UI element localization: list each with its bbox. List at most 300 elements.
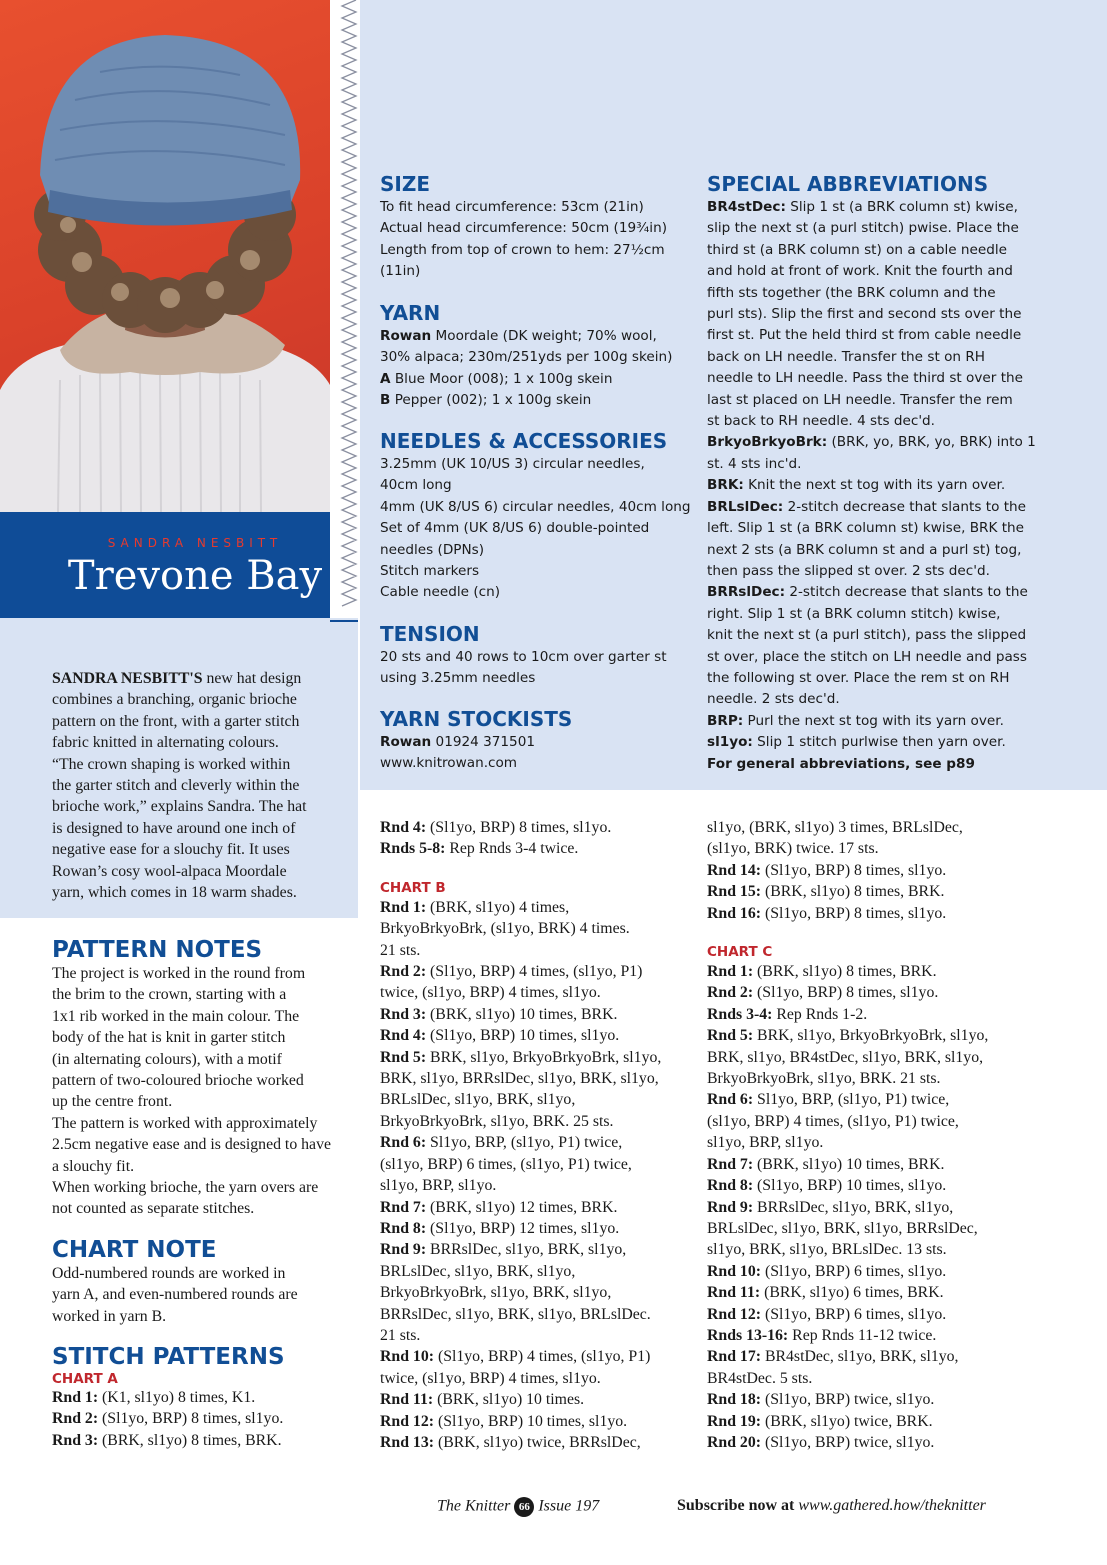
round-line bbox=[380, 918, 700, 939]
round-line-text: BRK, sl1yo, BR4stDec, sl1yo, BRK, sl1yo, bbox=[707, 1048, 984, 1066]
round-label: Rnd 11: bbox=[380, 1391, 434, 1409]
abbrev-line-text: last st placed on LH needle. Transfer the rem bbox=[707, 391, 1013, 408]
chart-a-continued bbox=[380, 817, 700, 860]
round-line bbox=[52, 1430, 357, 1451]
round-line bbox=[707, 982, 1102, 1003]
needles-line: 3.25mm (UK 10/US 3) circular needles, bbox=[380, 456, 645, 472]
round-label: Rnd 13: bbox=[380, 1433, 434, 1451]
abbrev-line-text: fifth sts together (the BRK column and the bbox=[707, 284, 996, 301]
round-line bbox=[707, 1432, 1102, 1453]
round-line-text: (Sl1yo, BRP) twice, sl1yo. bbox=[761, 1433, 935, 1451]
round-line bbox=[380, 1218, 700, 1239]
abbrev-line bbox=[707, 518, 1102, 539]
chart-a-heading: CHART A bbox=[52, 1371, 118, 1387]
round-label: Rnd 11: bbox=[707, 1284, 761, 1302]
round-line bbox=[380, 817, 700, 838]
intro-line bbox=[52, 796, 352, 817]
round-label: Rnd 17: bbox=[707, 1348, 761, 1366]
page-number: 66 bbox=[514, 1497, 534, 1517]
intro-line bbox=[52, 754, 352, 775]
round-label: Rnd 2: bbox=[52, 1410, 99, 1428]
round-line-text: (BRK, sl1yo) 12 times, BRK. bbox=[426, 1198, 618, 1216]
yarn-line bbox=[380, 326, 700, 347]
yarn-a-text: Blue Moor (008); 1 x 100g skein bbox=[390, 370, 613, 387]
pattern-notes-lines bbox=[52, 963, 357, 1220]
round-line bbox=[380, 1282, 700, 1303]
model-photo bbox=[0, 0, 330, 512]
round-line bbox=[707, 1047, 1102, 1068]
round-line bbox=[52, 1387, 357, 1408]
round-line bbox=[707, 838, 1102, 859]
chart-b-heading: CHART B bbox=[380, 879, 446, 896]
round-line-text: (Sl1yo, BRP) 8 times, sl1yo. bbox=[753, 984, 939, 1002]
round-line-text: (Sl1yo, BRP) twice, sl1yo. bbox=[761, 1391, 935, 1409]
round-line-text: BRK, sl1yo, BrkyoBrkyoBrk, sl1yo, bbox=[753, 1027, 989, 1045]
footer-subscribe bbox=[677, 1497, 986, 1515]
round-line bbox=[380, 1304, 700, 1325]
needles-line: 4mm (UK 8/US 6) circular needles, 40cm long bbox=[380, 498, 691, 515]
subscribe-url[interactable]: www.gathered.how/theknitter bbox=[798, 1497, 986, 1514]
round-line bbox=[380, 1154, 700, 1175]
stitch-patterns-section bbox=[52, 1344, 357, 1451]
stockist-web[interactable]: www.knitrowan.com bbox=[380, 755, 518, 772]
size-line: Actual head circumference: 50cm (19¾in) bbox=[380, 220, 668, 237]
round-line-text: (Sl1yo, BRP) 8 times, sl1yo. bbox=[98, 1410, 284, 1428]
pattern-title: Trevone Bay bbox=[67, 553, 323, 599]
round-line bbox=[380, 1261, 700, 1282]
stockists-heading: YARN STOCKISTS bbox=[380, 707, 573, 731]
round-line bbox=[707, 1239, 1102, 1260]
needles-line: Cable needle (cn) bbox=[380, 584, 501, 601]
round-line bbox=[380, 1325, 700, 1346]
round-line-text: (Sl1yo, BRP) 8 times, sl1yo. bbox=[761, 861, 947, 879]
round-line bbox=[707, 1068, 1102, 1089]
round-line bbox=[707, 1346, 1102, 1367]
abbrev-line-text: Knit the next st tog with its yarn over. bbox=[743, 477, 1006, 494]
pattern-note-line: 2.5cm negative ease and is designed to have bbox=[52, 1136, 331, 1154]
round-line bbox=[707, 860, 1102, 881]
round-label: Rnd 9: bbox=[707, 1198, 754, 1216]
abbrev-line-text: right. Slip 1 st (a BRK column stitch) kwise, bbox=[707, 605, 1001, 622]
round-line-text: 21 sts. bbox=[380, 941, 421, 959]
abbrev-line bbox=[707, 625, 1102, 646]
abbrev-line-text: and hold at front of work. Knit the fourth and bbox=[707, 263, 1013, 280]
round-line-text: sl1yo, BRP, sl1yo. bbox=[707, 1134, 824, 1152]
abbrev-line bbox=[707, 561, 1102, 582]
round-label: Rnd 14: bbox=[707, 861, 761, 879]
yarn-b-text: Pepper (002); 1 x 100g skein bbox=[390, 392, 592, 409]
round-line-text: sl1yo, BRK, sl1yo, BRLslDec. 13 sts. bbox=[707, 1241, 947, 1259]
yarn-a-label: A bbox=[380, 370, 391, 387]
needles-section bbox=[380, 429, 700, 604]
abbrev-line bbox=[707, 325, 1102, 346]
round-line bbox=[380, 1389, 700, 1410]
round-line bbox=[380, 1111, 700, 1132]
round-label: Rnd 16: bbox=[707, 904, 761, 922]
pattern-note-line: (in alternating colours), with a motif bbox=[52, 1050, 282, 1068]
round-line-text: (sl1yo, BRP) 4 times, (sl1yo, P1) twice, bbox=[707, 1112, 959, 1130]
round-line-text: (Sl1yo, BRP) 10 times, sl1yo. bbox=[753, 1177, 947, 1195]
abbrev-line bbox=[707, 304, 1102, 325]
yarn-b-label: B bbox=[380, 392, 391, 409]
needles-line: 40cm long bbox=[380, 477, 452, 494]
round-line bbox=[707, 881, 1102, 902]
round-label: Rnds 3-4: bbox=[707, 1005, 773, 1023]
pattern-note-line: up the centre front. bbox=[52, 1093, 173, 1111]
round-line-text: Rep Rnds 11-12 twice. bbox=[788, 1326, 937, 1344]
round-line bbox=[707, 903, 1102, 924]
intro-line bbox=[52, 775, 352, 796]
chart-note-line: Odd-numbered rounds are worked in bbox=[52, 1265, 286, 1282]
round-line bbox=[707, 1411, 1102, 1432]
abbrev-line-text: knit the next st (a purl stitch), pass the slipped bbox=[707, 627, 1027, 644]
abbrev-line bbox=[707, 283, 1102, 304]
abbrev-line-text: st. 4 sts inc'd. bbox=[707, 455, 802, 472]
abbrev-line bbox=[707, 411, 1102, 432]
pattern-notes-section bbox=[52, 937, 357, 1220]
needles-line: Stitch markers bbox=[380, 563, 480, 580]
zigzag-border bbox=[338, 0, 360, 610]
round-line bbox=[707, 1261, 1102, 1282]
abbrev-line bbox=[707, 347, 1102, 368]
round-line-text: (BRK, sl1yo) 10 times. bbox=[433, 1391, 585, 1409]
abbrev-line-text: Slip 1 stitch purlwise then yarn over. bbox=[752, 734, 1006, 751]
round-line bbox=[707, 1304, 1102, 1325]
abbrev-line-text: left. Slip 1 st (a BRK column st) kwise, BRK the bbox=[707, 520, 1025, 537]
round-label: Rnd 3: bbox=[380, 1005, 427, 1023]
round-line bbox=[380, 961, 700, 982]
round-label: Rnds 5-8: bbox=[380, 840, 446, 858]
round-line-text: BRLslDec, sl1yo, BRK, sl1yo, BRRslDec, bbox=[707, 1219, 978, 1237]
abbrev-line-text: back on LH needle. Transfer the st on RH bbox=[707, 348, 986, 365]
abbrev-term: BRK: bbox=[707, 477, 744, 494]
abbrev-line bbox=[707, 432, 1102, 453]
round-label: Rnd 1: bbox=[707, 963, 754, 981]
round-line-text: (Sl1yo, BRP) 8 times, sl1yo. bbox=[426, 819, 612, 836]
round-line bbox=[707, 1197, 1102, 1218]
round-line bbox=[380, 1411, 700, 1432]
round-label: Rnds 13-16: bbox=[707, 1326, 789, 1344]
round-line bbox=[380, 838, 700, 859]
abbrev-line bbox=[707, 540, 1102, 561]
round-label: Rnd 8: bbox=[380, 1219, 427, 1237]
pattern-notes-heading: PATTERN NOTES bbox=[52, 937, 263, 963]
intro-line-text: new hat design bbox=[202, 670, 302, 687]
round-label: Rnd 8: bbox=[707, 1177, 754, 1195]
abbrev-line-text: slip the next st (a purl stitch) pwise. Place the bbox=[707, 220, 1019, 237]
abbrev-term: BR4stDec: bbox=[707, 199, 786, 215]
subscribe-text: Subscribe now at bbox=[677, 1497, 799, 1514]
abbrev-term: sl1yo: bbox=[707, 734, 753, 751]
size-lines bbox=[380, 197, 700, 283]
banner-rule bbox=[330, 620, 358, 622]
round-label: Rnd 15: bbox=[707, 883, 761, 901]
round-line bbox=[707, 1325, 1102, 1346]
pattern-note-line: The project is worked in the round from bbox=[52, 965, 306, 982]
abbrev-line bbox=[707, 240, 1102, 261]
round-line-text: BRRslDec, sl1yo, BRK, sl1yo, bbox=[426, 1241, 627, 1259]
intro-line-text: brioche work,” explains Sandra. The hat bbox=[52, 798, 307, 816]
round-label: Rnd 10: bbox=[707, 1262, 761, 1280]
size-section bbox=[380, 172, 700, 283]
round-line bbox=[707, 1004, 1102, 1025]
round-line bbox=[380, 1004, 700, 1025]
round-label: Rnd 12: bbox=[380, 1412, 434, 1430]
yarn-desc: Moordale (DK weight; 70% wool, bbox=[431, 328, 657, 344]
abbrev-term: For general abbreviations, see p89 bbox=[707, 755, 975, 772]
abbrev-term: BRP: bbox=[707, 712, 744, 729]
round-line bbox=[380, 1175, 700, 1196]
round-line-text: (Sl1yo, BRP) 12 times, sl1yo. bbox=[426, 1219, 620, 1237]
intro-line bbox=[52, 839, 352, 860]
round-label: Rnd 19: bbox=[707, 1412, 761, 1430]
size-line: To fit head circumference: 53cm (21in) bbox=[380, 199, 644, 215]
intro-line-text: the garter stitch and cleverly within the bbox=[52, 777, 300, 795]
round-line-text: BrkyoBrkyoBrk, sl1yo, BRK. 25 sts. bbox=[380, 1112, 614, 1130]
intro-line bbox=[52, 732, 352, 753]
tension-heading: TENSION bbox=[380, 622, 480, 646]
round-line-text: BR4stDec, sl1yo, BRK, sl1yo, bbox=[761, 1348, 959, 1366]
round-line-text: Rep Rnds 3-4 twice. bbox=[445, 840, 579, 858]
abbrev-line bbox=[707, 604, 1102, 625]
round-line bbox=[707, 1368, 1102, 1389]
needles-lines bbox=[380, 454, 700, 604]
pattern-note-line: a slouchy fit. bbox=[52, 1157, 135, 1175]
abbrev-line bbox=[707, 711, 1102, 732]
round-line-text: (BRK, sl1yo) 6 times, BRK. bbox=[760, 1284, 944, 1302]
intro-line-text: pattern on the front, with a garter stitch bbox=[52, 712, 300, 730]
size-line: Length from top of crown to hem: 27½cm bbox=[380, 241, 665, 258]
abbrev-term: BRRslDec: bbox=[707, 584, 786, 601]
round-label: Rnd 9: bbox=[380, 1241, 427, 1259]
abbrev-line-text: the following st over. Place the rem st on RH bbox=[707, 669, 1010, 686]
round-line bbox=[380, 1132, 700, 1153]
round-line-text: (BRK, sl1yo) twice, BRK. bbox=[761, 1412, 933, 1430]
intro-name: SANDRA NESBITT'S bbox=[52, 670, 203, 687]
round-label: Rnd 4: bbox=[380, 1027, 427, 1045]
pattern-note-line: the brim to the crown, starting with a bbox=[52, 986, 287, 1004]
stockist-phone-number: 01924 371501 bbox=[431, 734, 535, 750]
round-line-text: (Sl1yo, BRP) 10 times, sl1yo. bbox=[434, 1412, 628, 1430]
abbrev-line bbox=[707, 754, 1102, 775]
abbrev-term: BrkyoBrkyoBrk: bbox=[707, 434, 828, 451]
round-line-text: (BRK, sl1yo) 10 times, BRK. bbox=[753, 1155, 945, 1173]
pattern-note-line: The pattern is worked with approximately bbox=[52, 1114, 318, 1132]
round-line-text: BrkyoBrkyoBrk, (sl1yo, BRK) 4 times. bbox=[380, 920, 630, 938]
intro-line bbox=[52, 689, 352, 710]
round-line-text: sl1yo, BRP, sl1yo. bbox=[380, 1177, 497, 1195]
round-line bbox=[707, 1025, 1102, 1046]
intro-line bbox=[52, 711, 352, 732]
round-label: Rnd 10: bbox=[380, 1348, 434, 1366]
needles-line: Set of 4mm (UK 8/US 6) double-pointed bbox=[380, 520, 650, 537]
round-label: Rnd 4: bbox=[380, 819, 427, 836]
chart-b-lines bbox=[380, 897, 700, 1454]
footer-magazine bbox=[437, 1497, 599, 1517]
round-label: Rnd 2: bbox=[380, 963, 427, 981]
needles-line: needles (DPNs) bbox=[380, 541, 485, 558]
round-line-text: Rep Rnds 1-2. bbox=[772, 1005, 868, 1023]
round-line-text: (BRK, sl1yo) 10 times, BRK. bbox=[426, 1005, 618, 1023]
round-line bbox=[707, 817, 1102, 838]
intro-line-text: Rowan’s cosy wool-alpaca Moordale bbox=[52, 862, 287, 880]
round-label: Rnd 1: bbox=[52, 1389, 99, 1406]
round-line bbox=[707, 1111, 1102, 1132]
round-line-text: BrkyoBrkyoBrk, sl1yo, BRK, sl1yo, bbox=[380, 1284, 612, 1302]
abbrev-line bbox=[707, 454, 1102, 475]
chart-note-section bbox=[52, 1237, 357, 1327]
round-line-text: BRK, sl1yo, BrkyoBrkyoBrk, sl1yo, bbox=[426, 1048, 662, 1066]
pattern-note-line: 1x1 rib worked in the main colour. The bbox=[52, 1007, 300, 1025]
round-label: Rnd 7: bbox=[707, 1155, 754, 1173]
round-line-text: (Sl1yo, BRP) 10 times, sl1yo. bbox=[426, 1027, 620, 1045]
chart-note-lines bbox=[52, 1263, 357, 1327]
round-label: Rnd 5: bbox=[380, 1048, 427, 1066]
round-line bbox=[380, 1089, 700, 1110]
pattern-note-line: pattern of two-coloured brioche worked bbox=[52, 1072, 304, 1090]
round-label: Rnd 20: bbox=[707, 1433, 761, 1451]
abbrev-line-text: (BRK, yo, BRK, yo, BRK) into 1 bbox=[827, 434, 1036, 451]
pattern-note-line: not counted as separate stitches. bbox=[52, 1200, 255, 1218]
yarn-line: 30% alpaca; 230m/251yds per 100g skein) bbox=[380, 349, 673, 366]
round-label: Rnd 12: bbox=[707, 1305, 761, 1323]
round-line-text: (sl1yo, BRP) 6 times, (sl1yo, P1) twice, bbox=[380, 1155, 632, 1173]
round-line bbox=[380, 940, 700, 961]
round-line bbox=[380, 1025, 700, 1046]
abbrev-line bbox=[707, 368, 1102, 389]
abbrev-line-text: third st (a BRK column st) on a cable needle bbox=[707, 241, 1008, 258]
tension-section bbox=[380, 622, 700, 690]
chart-note-heading: CHART NOTE bbox=[52, 1237, 217, 1263]
abbrev-line-text: needle. 2 sts dec'd. bbox=[707, 691, 840, 708]
round-line-text: 21 sts. bbox=[380, 1326, 421, 1344]
round-line bbox=[380, 1368, 700, 1389]
intro-line bbox=[52, 668, 352, 689]
round-line bbox=[380, 1432, 700, 1453]
abbrev-line bbox=[707, 582, 1102, 603]
round-line-text: Sl1yo, BRP, (sl1yo, P1) twice, bbox=[426, 1134, 623, 1152]
yarn-line bbox=[380, 390, 700, 411]
round-line-text: (Sl1yo, BRP) 6 times, sl1yo. bbox=[761, 1262, 947, 1280]
abbrev-line-text: first st. Put the held third st from cable needle bbox=[707, 327, 1022, 344]
abbrev-line-text: st over, place the stitch on LH needle and pass bbox=[707, 648, 1027, 665]
chart-note-line: worked in yarn B. bbox=[52, 1307, 167, 1325]
round-line-text: (Sl1yo, BRP) 4 times, (sl1yo, P1) bbox=[426, 963, 643, 981]
round-line-text: twice, (sl1yo, BRP) 4 times, sl1yo. bbox=[380, 1369, 601, 1387]
intro-line bbox=[52, 861, 352, 882]
abbrev-line bbox=[707, 497, 1102, 518]
abbrev-line-text: 2-stitch decrease that slants to the bbox=[785, 584, 1028, 601]
round-line-text: (BRK, sl1yo) 8 times, BRK. bbox=[753, 963, 937, 981]
round-line bbox=[707, 1132, 1102, 1153]
round-line bbox=[380, 1197, 700, 1218]
abbrev-line-text: purl sts). Slip the first and second sts over the bbox=[707, 306, 1022, 323]
tension-line: 20 sts and 40 rows to 10cm over garter st bbox=[380, 649, 667, 665]
round-line-text: twice, (sl1yo, BRP) 4 times, sl1yo. bbox=[380, 984, 601, 1002]
needles-heading: NEEDLES & ACCESSORIES bbox=[380, 429, 668, 453]
round-line bbox=[707, 1389, 1102, 1410]
round-line bbox=[707, 1282, 1102, 1303]
abbrev-section bbox=[707, 172, 1102, 775]
chart-b-continued bbox=[707, 817, 1102, 924]
round-line-text: BRK, sl1yo, BRRslDec, sl1yo, BRK, sl1yo, bbox=[380, 1070, 659, 1088]
intro-line-text: negative ease for a slouchy fit. It uses bbox=[52, 841, 290, 859]
abbrev-line bbox=[707, 390, 1102, 411]
abbrev-line bbox=[707, 689, 1102, 710]
round-label: Rnd 6: bbox=[707, 1091, 754, 1109]
chart-c-lines bbox=[707, 961, 1102, 1453]
size-heading: SIZE bbox=[380, 172, 431, 196]
round-line-text: BR4stDec. 5 sts. bbox=[707, 1369, 813, 1387]
round-line bbox=[707, 1218, 1102, 1239]
chart-c-heading: CHART C bbox=[707, 944, 773, 961]
round-line-text: BRLslDec, sl1yo, BRK, sl1yo, bbox=[380, 1262, 576, 1280]
round-label: Rnd 5: bbox=[707, 1027, 754, 1045]
pattern-note-line: body of the hat is knit in garter stitch bbox=[52, 1029, 286, 1047]
tension-line: using 3.25mm needles bbox=[380, 670, 536, 687]
round-line-text: (BRK, sl1yo) twice, BRRslDec, bbox=[434, 1433, 641, 1451]
abbrev-line-text: Purl the next st tog with its yarn over. bbox=[743, 712, 1004, 729]
round-line bbox=[380, 1068, 700, 1089]
chart-note-line: yarn A, and even-numbered rounds are bbox=[52, 1286, 298, 1304]
abbrev-term: BRLslDec: bbox=[707, 498, 784, 515]
intro-text bbox=[52, 668, 352, 903]
abbrev-line bbox=[707, 647, 1102, 668]
yarn-line bbox=[380, 369, 700, 390]
intro-line-text: is designed to have around one inch of bbox=[52, 819, 296, 837]
yarn-section bbox=[380, 301, 700, 412]
chart-a-lines bbox=[52, 1387, 357, 1451]
round-line bbox=[52, 1408, 357, 1429]
abbrev-line-text: next 2 sts (a BRK column st and a purl st) tog, bbox=[707, 541, 1022, 558]
round-line bbox=[380, 897, 700, 918]
round-line-text: (Sl1yo, BRP) 4 times, (sl1yo, P1) bbox=[434, 1348, 651, 1366]
round-line-text: BrkyoBrkyoBrk, sl1yo, BRK. 21 sts. bbox=[707, 1070, 941, 1088]
round-line-text: (Sl1yo, BRP) 8 times, sl1yo. bbox=[761, 904, 947, 922]
yarn-heading: YARN bbox=[380, 301, 441, 325]
issue-number: Issue 197 bbox=[538, 1497, 600, 1515]
round-line bbox=[380, 1047, 700, 1068]
round-line-text: (sl1yo, BRK) twice. 17 sts. bbox=[707, 840, 879, 858]
abbrev-heading: SPECIAL ABBREVIATIONS bbox=[707, 172, 989, 196]
round-line bbox=[380, 1346, 700, 1367]
size-line: (11in) bbox=[380, 263, 421, 280]
yarn-brand: Rowan bbox=[380, 328, 432, 344]
abbrev-line-text: st back to RH needle. 4 sts dec'd. bbox=[707, 413, 936, 430]
intro-line-text: “The crown shaping is worked within bbox=[52, 755, 291, 773]
round-line bbox=[707, 1175, 1102, 1196]
abbrev-line bbox=[707, 475, 1102, 496]
magazine-name: The Knitter bbox=[437, 1497, 511, 1515]
round-line bbox=[380, 1239, 700, 1260]
pattern-note-line: When working brioche, the yarn overs are bbox=[52, 1179, 319, 1197]
stockist-brand: Rowan bbox=[380, 734, 432, 750]
round-line-text: (BRK, sl1yo) 8 times, BRK. bbox=[98, 1431, 282, 1449]
abbrev-line bbox=[707, 732, 1102, 753]
intro-line bbox=[52, 882, 352, 903]
round-label: Rnd 6: bbox=[380, 1134, 427, 1152]
column-2 bbox=[380, 817, 700, 1453]
round-label: Rnd 1: bbox=[380, 898, 427, 916]
round-label: Rnd 7: bbox=[380, 1198, 427, 1216]
round-line-text: (Sl1yo, BRP) 6 times, sl1yo. bbox=[761, 1305, 947, 1323]
stockists-section bbox=[380, 707, 700, 775]
abbrev-line-text: then pass the slipped st over. 2 sts dec'd. bbox=[707, 562, 990, 579]
round-line-text: BRRslDec, sl1yo, BRK, sl1yo, bbox=[753, 1198, 954, 1216]
model-illustration bbox=[0, 0, 330, 512]
abbrev-line-text: needle to LH needle. Pass the third st over the bbox=[707, 370, 1024, 387]
abbrev-line bbox=[707, 261, 1102, 282]
